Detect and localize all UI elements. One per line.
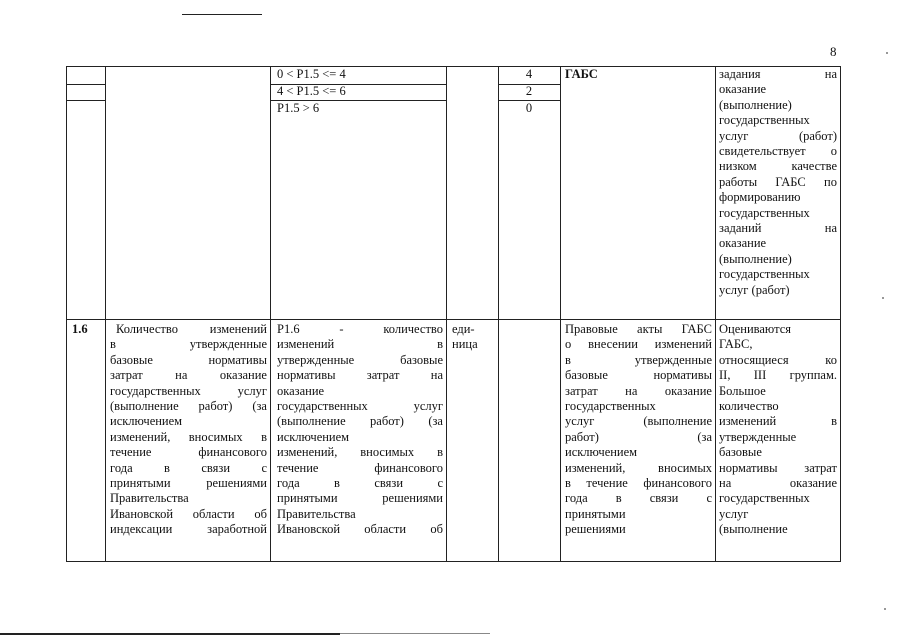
text-line: течение финансового bbox=[277, 460, 443, 475]
text-line: исключением bbox=[277, 429, 350, 444]
criteria-score-cell: 4 bbox=[525, 67, 533, 81]
text-line: государственных bbox=[719, 205, 810, 220]
table-border bbox=[560, 66, 561, 562]
text-line: на оказание bbox=[719, 476, 837, 491]
text-line: изменений в bbox=[277, 337, 443, 352]
table-border bbox=[66, 561, 841, 562]
text-line: (выполнение работ) (за bbox=[277, 414, 443, 429]
text-line: работ) (за bbox=[565, 429, 712, 444]
criteria-condition-cell: 0 < P1.5 <= 4 bbox=[277, 67, 346, 81]
text-line: заданий на bbox=[719, 221, 837, 236]
text-line: ГАБС, bbox=[719, 337, 753, 352]
text-line: задания на bbox=[719, 67, 837, 81]
text-line: Большое bbox=[719, 383, 766, 398]
indicator-cell bbox=[110, 322, 267, 560]
text-line: ница bbox=[452, 337, 478, 352]
text-line: затрат на оказание bbox=[110, 368, 267, 383]
table-border bbox=[840, 66, 841, 562]
text-line: принятыми решениями bbox=[277, 491, 443, 506]
text-line: базовые нормативы bbox=[565, 368, 712, 383]
text-line: (выполнение) bbox=[719, 251, 792, 266]
scan-speck bbox=[882, 297, 884, 299]
text-line: услуг (выполнение bbox=[565, 414, 712, 429]
text-line: государственных bbox=[719, 491, 810, 506]
scan-speck bbox=[884, 608, 886, 610]
text-line: года в связи с bbox=[110, 460, 267, 475]
table-border bbox=[66, 66, 67, 562]
text-line: низком качестве bbox=[719, 159, 837, 174]
text-line: исключением bbox=[565, 445, 638, 460]
data-source-cell: ГАБС bbox=[565, 67, 598, 81]
table-border bbox=[105, 66, 106, 562]
text-line: оказание bbox=[277, 383, 325, 398]
text-line: (выполнение работ) (за bbox=[110, 399, 267, 414]
text-line: принятыми решениями bbox=[110, 476, 267, 491]
row-number-cell: 1.6 bbox=[72, 322, 88, 336]
text-line: Количество изменений bbox=[116, 322, 267, 336]
text-line: принятыми bbox=[565, 506, 626, 521]
criteria-table bbox=[66, 66, 841, 562]
text-line: Правовые акты ГАБС bbox=[565, 322, 712, 336]
text-line: государственных bbox=[719, 267, 810, 282]
text-line: индексации заработной bbox=[110, 522, 267, 537]
formula-cell bbox=[277, 322, 443, 560]
table-border bbox=[66, 100, 105, 101]
criteria-score-cell: 0 bbox=[525, 101, 533, 115]
table-border bbox=[66, 319, 841, 320]
table-border bbox=[446, 66, 447, 562]
text-line: свидетельствует о bbox=[719, 144, 837, 159]
text-line: о внесении изменений bbox=[565, 337, 712, 352]
data-source-cell bbox=[565, 322, 712, 560]
scan-speck bbox=[886, 52, 888, 54]
text-line: оказание bbox=[719, 236, 767, 251]
text-line: нормативы затрат bbox=[719, 460, 837, 475]
text-line: государственных услуг bbox=[277, 399, 443, 414]
text-line: в течение финансового bbox=[565, 476, 712, 491]
text-line: Оцениваются bbox=[719, 322, 792, 336]
scan-artifact-line bbox=[0, 633, 340, 635]
text-line: услуг bbox=[719, 506, 749, 521]
text-line: утвержденные базовые bbox=[277, 352, 443, 367]
text-line: изменений, вносимых в bbox=[277, 445, 443, 460]
text-line: изменений в bbox=[719, 414, 837, 429]
text-line: (выполнение bbox=[719, 522, 788, 537]
scan-artifact-line bbox=[182, 14, 262, 15]
text-line: изменений, вносимых в bbox=[110, 429, 267, 444]
text-line: услуг (работ) bbox=[719, 282, 790, 297]
text-line: года в связи с bbox=[565, 491, 712, 506]
text-line: базовые bbox=[719, 445, 762, 460]
table-border bbox=[66, 84, 105, 85]
text-line: формированию bbox=[719, 190, 801, 205]
text-line: количество bbox=[719, 399, 779, 414]
text-line: Правительства bbox=[110, 491, 189, 506]
text-line: Ивановской области об bbox=[277, 522, 443, 537]
text-line: государственных услуг bbox=[110, 383, 267, 398]
unit-cell bbox=[452, 322, 496, 353]
criteria-condition-cell: 4 < P1.5 <= 6 bbox=[277, 84, 346, 98]
text-line: Ивановской области об bbox=[110, 506, 267, 521]
text-line: относящиеся ко bbox=[719, 352, 837, 367]
text-line: в утвержденные bbox=[110, 337, 267, 352]
criteria-condition-cell: P1.5 > 6 bbox=[277, 101, 320, 115]
text-line: года в связи с bbox=[277, 476, 443, 491]
text-line: в утвержденные bbox=[565, 352, 712, 367]
text-line: государственных bbox=[565, 399, 656, 414]
table-border bbox=[498, 66, 499, 562]
scan-artifact-line bbox=[340, 633, 490, 634]
text-line: оказание bbox=[719, 82, 767, 97]
table-border bbox=[270, 66, 271, 562]
comment-cell bbox=[719, 322, 837, 560]
text-line: решениями bbox=[565, 522, 626, 537]
text-line: изменений, вносимых bbox=[565, 460, 712, 475]
text-line: Правительства bbox=[277, 506, 356, 521]
text-line: (выполнение) bbox=[719, 97, 792, 112]
text-line: базовые нормативы bbox=[110, 352, 267, 367]
text-line: течение финансового bbox=[110, 445, 267, 460]
text-line: II, III группам. bbox=[719, 368, 837, 383]
page-number: 8 bbox=[830, 44, 837, 59]
text-line: еди- bbox=[452, 322, 475, 336]
text-line: работы ГАБС по bbox=[719, 174, 837, 189]
table-border bbox=[715, 66, 716, 562]
text-line: P1.6 - количество bbox=[277, 322, 443, 336]
text-line: исключением bbox=[110, 414, 183, 429]
text-line: нормативы затрат на bbox=[277, 368, 443, 383]
text-line: государственных bbox=[719, 113, 810, 128]
text-line: затрат на оказание bbox=[565, 383, 712, 398]
criteria-score-cell: 2 bbox=[525, 84, 533, 98]
text-line: услуг (работ) bbox=[719, 128, 837, 143]
text-line: утвержденные bbox=[719, 429, 797, 444]
comment-cell-top bbox=[719, 67, 837, 298]
